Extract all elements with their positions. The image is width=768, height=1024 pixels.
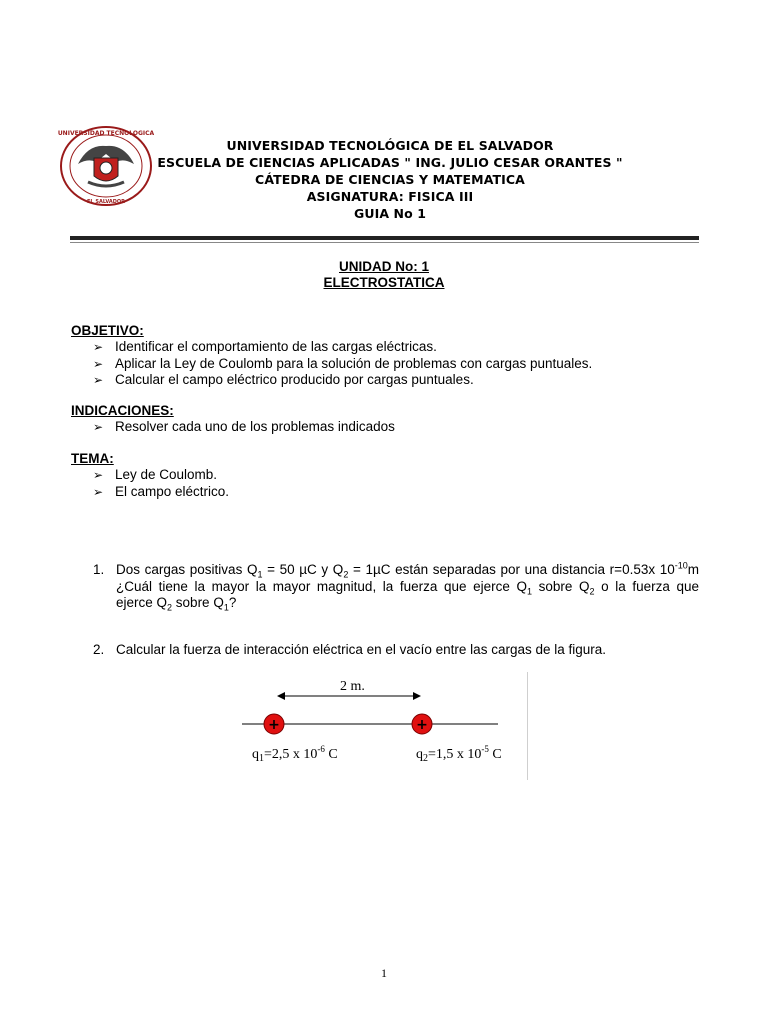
topic-list: [93, 467, 229, 500]
arrow-bullet-icon: ➢: [93, 420, 104, 434]
instructions-heading: INDICACIONES:: [71, 403, 174, 418]
objective-heading: OBJETIVO:: [71, 323, 144, 338]
svg-text:+: +: [416, 717, 428, 733]
arrow-bullet-icon: ➢: [93, 340, 104, 354]
problem-2: [93, 642, 699, 659]
university-name: UNIVERSIDAD TECNOLÓGICA DE EL SALVADOR: [226, 138, 554, 153]
school-name: ESCUELA DE CIENCIAS APLICADAS " ING. JULIO CESAR ORANTES ": [157, 155, 623, 170]
svg-text:UNIVERSIDAD TECNOLOGICA: UNIVERSIDAD TECNOLOGICA: [58, 130, 154, 137]
svg-text:+: +: [268, 717, 280, 733]
problem-1: [93, 562, 699, 612]
problem-text: Calcular la fuerza de interacción eléctrica en el vacío entre las cargas de la figura.: [116, 642, 607, 657]
list-item: ➢ Identificar el comportamiento de las cargas eléctricas.: [93, 339, 437, 354]
arrow-bullet-icon: ➢: [93, 468, 104, 482]
header-divider-thin: [70, 242, 699, 243]
problem-number: 2.: [93, 642, 105, 657]
unit-number: UNIDAD No: 1: [339, 259, 429, 274]
chair-name: CÁTEDRA DE CIENCIAS Y MATEMATICA: [255, 172, 525, 187]
charge-q1-icon: [264, 714, 284, 734]
subject-name: ASIGNATURA: FISICA III: [306, 189, 474, 204]
list-item: ➢ El campo eléctrico.: [93, 483, 230, 499]
list-item: ➢ Resolver cada uno de los problemas indicados: [93, 419, 395, 434]
charges-figure: [236, 670, 536, 785]
figure-border: [527, 672, 528, 780]
institution-header: [150, 137, 630, 222]
arrow-bullet-icon: ➢: [93, 356, 104, 371]
instructions-list: [93, 419, 395, 436]
list-item: ➢ Ley de Coulomb.: [93, 467, 218, 482]
distance-label: 2 m.: [340, 679, 365, 694]
problem-number: 1.: [93, 562, 105, 577]
topic-heading: TEMA:: [71, 451, 114, 466]
arrow-bullet-icon: ➢: [93, 484, 104, 499]
page-number: 1: [381, 966, 387, 980]
unit-title: ELECTROSTATICA: [323, 275, 445, 290]
svg-text:EL SALVADOR: EL SALVADOR: [87, 199, 125, 205]
guide-title: GUIA No 1: [353, 206, 427, 221]
unit-heading: [0, 259, 768, 291]
problem-text: Dos cargas positivas $Q_1 = 50$ µC y $Q_2 = 1\mu C$ están separadas por una distancia r=0.53x $10^{-10}m$ ¿Cuál tiene la mayor la mayor magnitud, la fuerza que ejerce $Q_1$ sobre $Q_2$ o la fuerza que ejerce $Q_2$ sobre $Q_1$?: [116, 560, 700, 613]
list-item: ➢ Aplicar la Ley de Coulomb para la solución de problemas con cargas puntuales.: [93, 355, 593, 371]
charge-q1-label: $q_1=2,5$ x $10^{-6}$ C: [252, 744, 338, 764]
charge-q2-label: $q_2=1,5$ x $10^{-5}$ C: [416, 744, 502, 764]
list-item: ➢ Calcular el campo eléctrico producido por cargas puntuales.: [93, 372, 474, 387]
objective-list: [93, 339, 592, 389]
university-seal-logo: [58, 124, 154, 208]
header-divider: [70, 236, 699, 240]
charge-q2-icon: [412, 714, 432, 734]
arrow-bullet-icon: ➢: [93, 373, 104, 387]
